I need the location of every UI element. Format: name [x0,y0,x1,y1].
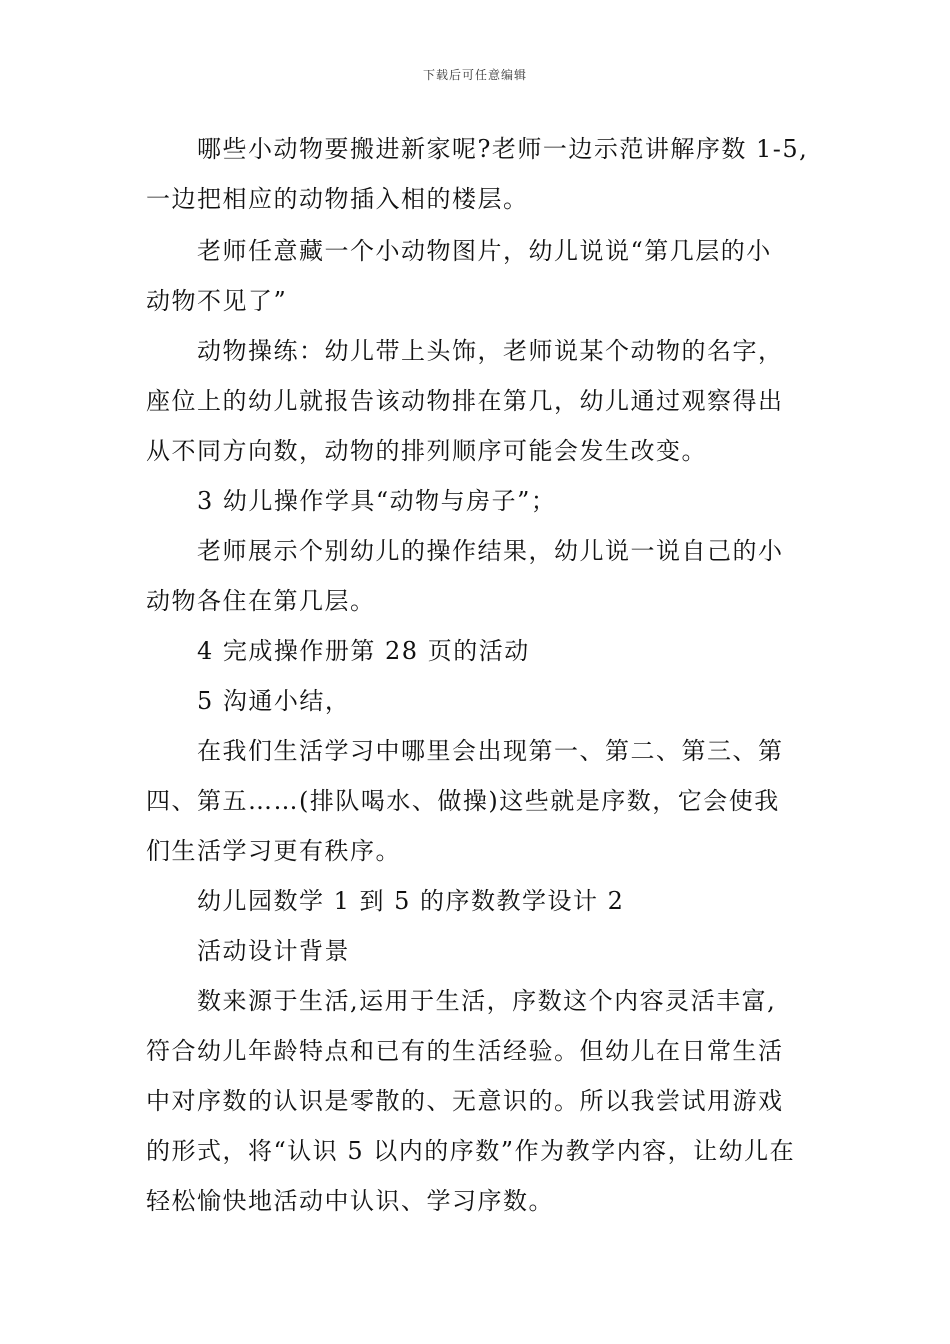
paragraph-line: 四、第五……(排队喝水、做操)这些就是序数，它会使我 [146,787,780,815]
paragraph-line: 动物操练：幼儿带上头饰，老师说某个动物的名字， [197,337,784,365]
paragraph-line: 中对序数的认识是零散的、无意识的。所以我尝试用游戏 [146,1087,784,1115]
section-title-line: 幼儿园数学 1 到 5 的序数教学设计 2 [197,887,625,915]
page-header: 下载后可任意编辑 [422,68,527,82]
paragraph-line: 从不同方向数，动物的排列顺序可能会发生改变。 [146,437,707,465]
subsection-title-line: 活动设计背景 [197,937,350,965]
paragraph-line: 座位上的幼儿就报告该动物排在第几，幼儿通过观察得出 [146,387,784,415]
paragraph-line: 符合幼儿年龄特点和已有的生活经验。但幼儿在日常生活 [146,1037,784,1065]
paragraph-line: 的形式，将“认识 5 以内的序数”作为教学内容，让幼儿在 [146,1137,796,1165]
paragraph-line: 动物各住在第几层。 [146,587,376,615]
paragraph-line: 轻松愉快地活动中认识、学习序数。 [146,1187,554,1215]
paragraph-line: 一边把相应的动物插入相的楼层。 [146,185,529,213]
paragraph-line: 5 沟通小结， [197,687,351,715]
paragraph-line: 动物不见了” [146,287,288,315]
paragraph-line: 老师展示个别幼儿的操作结果，幼儿说一说自己的小 [197,537,784,565]
paragraph-line: 老师任意藏一个小动物图片，幼儿说说“第几层的小 [197,237,772,265]
paragraph-line: 们生活学习更有秩序。 [146,837,401,865]
paragraph-line: 哪些小动物要搬进新家呢?老师一边示范讲解序数 1-5, [197,135,809,163]
paragraph-line: 4 完成操作册第 28 页的活动 [197,637,530,665]
paragraph-line: 在我们生活学习中哪里会出现第一、第二、第三、第 [197,737,784,765]
paragraph-line: 数来源于生活,运用于生活，序数这个内容灵活丰富, [197,987,777,1015]
paragraph-line: 3 幼儿操作学具“动物与房子”； [197,487,557,515]
